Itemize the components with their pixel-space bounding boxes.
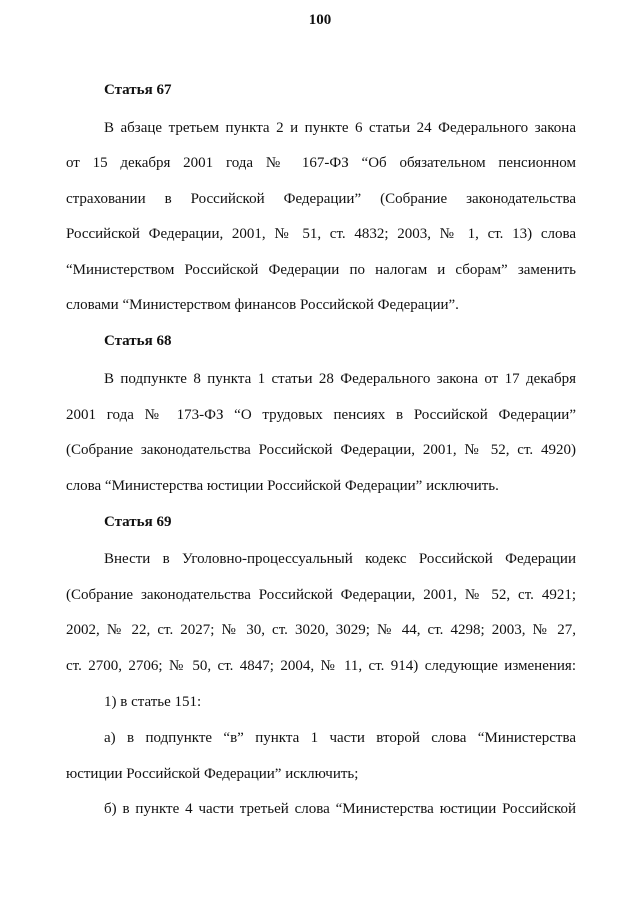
article-67-line-4: Российской Федерации, 2001, № 51, ст. 4832; 2003, № 1, ст. 13) слова — [66, 226, 576, 242]
article-69-line-3: 2002, № 22, ст. 2027; № 30, ст. 3020, 3029; № 44, ст. 4298; 2003, № 27, — [66, 622, 576, 638]
article-67-line-2: от 15 декабря 2001 года № 167-ФЗ “Об обязательном пенсионном — [66, 155, 576, 171]
article-67-heading: Статья 67 — [104, 82, 172, 98]
article-69-line-8: б) в пункте 4 части третьей слова “Министерства юстиции Российской — [104, 801, 576, 817]
article-69-heading: Статья 69 — [104, 514, 172, 530]
article-67-line-6: словами “Министерством финансов Российской Федерации”. — [66, 297, 459, 313]
article-68-line-1: В подпункте 8 пункта 1 статьи 28 Федерального закона от 17 декабря — [104, 371, 576, 387]
article-69-line-5: 1) в статье 151: — [104, 694, 202, 710]
article-69-line-4: ст. 2700, 2706; № 50, ст. 4847; 2004, № 11, ст. 914) следующие изменения: — [66, 658, 576, 674]
article-68-heading: Статья 68 — [104, 333, 172, 349]
article-68-line-3: (Собрание законодательства Российской Федерации, 2001, № 52, ст. 4920) — [66, 442, 576, 458]
article-68-line-4: слова “Министерства юстиции Российской Федерации” исключить. — [66, 478, 499, 494]
article-67-line-3: страховании в Российской Федерации” (Собрание законодательства — [66, 191, 576, 207]
article-67-line-1: В абзаце третьем пункта 2 и пункте 6 статьи 24 Федерального закона — [104, 120, 576, 136]
article-67-line-5: “Министерством Российской Федерации по налогам и сборам” заменить — [66, 262, 576, 278]
article-69-line-6: а) в подпункте “в” пункта 1 части второй слова “Министерства — [104, 730, 576, 746]
article-68-line-2: 2001 года № 173-ФЗ “О трудовых пенсиях в Российской Федерации” — [66, 407, 576, 423]
article-69-line-2: (Собрание законодательства Российской Федерации, 2001, № 52, ст. 4921; — [66, 587, 576, 603]
article-69-line-1: Внести в Уголовно-процессуальный кодекс Российской Федерации — [104, 551, 576, 567]
page-number: 100 — [308, 12, 332, 28]
article-69-line-7: юстиции Российской Федерации” исключить; — [66, 766, 359, 782]
